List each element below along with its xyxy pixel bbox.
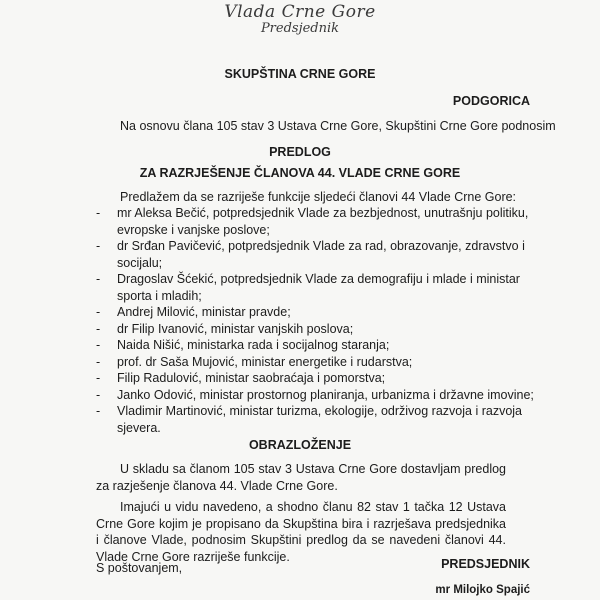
reasoning-title: OBRAZLOŽENJE xyxy=(248,438,352,452)
member-text-line: dr Srđan Pavičević, potpredsjednik Vlade za rad, obrazovanje, zdravstvo i xyxy=(117,239,525,253)
city: PODGORICA xyxy=(452,94,530,108)
members-list xyxy=(96,205,534,436)
member-text-line: prof. dr Saša Mujović, ministar energetike i rudarstva; xyxy=(117,354,413,369)
opening-sentence: Na osnovu člana 105 stav 3 Ustava Crne Gore, Skupštini Crne Gore podnosim xyxy=(120,119,556,133)
member-item xyxy=(96,321,534,338)
reasoning-paragraph-1 xyxy=(96,461,506,494)
signature-title: PREDSJEDNIK xyxy=(441,557,530,571)
member-item xyxy=(96,304,534,321)
member-item xyxy=(96,354,534,371)
bullet-dash: - xyxy=(96,371,101,385)
document-title: PREDLOG xyxy=(269,145,331,159)
addressee: SKUPŠTINA CRNE GORE xyxy=(224,67,376,81)
bullet-dash: - xyxy=(96,387,101,402)
member-item xyxy=(96,387,534,404)
letterhead-government: Vlada Crne Gore xyxy=(224,2,376,22)
closing-salutation: S poštovanjem, xyxy=(96,561,183,575)
bullet-dash: - xyxy=(96,272,101,286)
member-text-line: sporta i mladih; xyxy=(117,288,202,303)
document-subtitle: ZA RAZRJEŠENJE ČLANOVA 44. VLADE CRNE GORE xyxy=(139,166,461,180)
member-item xyxy=(96,337,534,354)
member-text-line: evropske i vanjske poslove; xyxy=(117,222,270,237)
intro-sentence: Predlažem da se razriješe funkcije sljedeći članovi 44 Vlade Crne Gore: xyxy=(120,190,517,204)
reasoning-paragraph-1-text: U skladu sa članom 105 stav 3 Ustava Crne Gore dostavljam predlog za razjеšenje članova 44. Vlade Crne Gore. xyxy=(96,462,506,493)
bullet-dash: - xyxy=(96,305,101,319)
bullet-dash: - xyxy=(96,404,101,418)
member-text-line: Filip Radulović, ministar saobraćaja i pomorstva; xyxy=(117,371,386,385)
reasoning-paragraph-2-text: Imajući u vidu navedeno, a shodno članu 82 stav 1 tačka 12 Ustava Crne Gore kojim je propisano da Skupština bira i razrješava predsjednika i članove Vlade, podnosim Skupštini predlog da se navedeni članovi 44. Vlade Crne Gore razriješe funkcije. xyxy=(96,500,506,564)
member-item xyxy=(96,238,534,271)
member-item xyxy=(96,403,534,436)
member-text-line: Naida Nišić, ministarka rada i socijalnog staranja; xyxy=(117,338,390,352)
letterhead-office: Predsjednik xyxy=(260,21,340,36)
member-text-line: dr Filip Ivanović, ministar vanjskih poslova; xyxy=(117,321,354,336)
bullet-dash: - xyxy=(96,338,101,352)
member-text-line: socijalu; xyxy=(117,255,163,270)
bullet-dash: - xyxy=(96,321,101,336)
member-text-line: mr Aleksa Bečić, potpredsjednik Vlade za bezbjednost, unutrašnju politiku, xyxy=(117,206,529,220)
member-text-line: Janko Odović, ministar prostornog planiranja, urbanizma i državne imovine; xyxy=(117,387,534,402)
member-item xyxy=(96,205,534,238)
bullet-dash: - xyxy=(96,239,101,253)
member-item xyxy=(96,370,534,387)
member-text-line: Andrej Milović, ministar pravde; xyxy=(117,305,291,319)
member-text-line: Dragoslav Šćekić, potpredsjednik Vlade za demografiju i mlade i ministar xyxy=(117,272,520,286)
bullet-dash: - xyxy=(96,354,101,369)
signature-name: mr Milojko Spajić xyxy=(435,584,530,596)
member-text-line: sjevera. xyxy=(117,420,161,435)
bullet-dash: - xyxy=(96,206,101,220)
member-text-line: Vladimir Martinović, ministar turizma, ekologije, održivog razvoja i razvoja xyxy=(117,404,522,418)
member-item xyxy=(96,271,534,304)
